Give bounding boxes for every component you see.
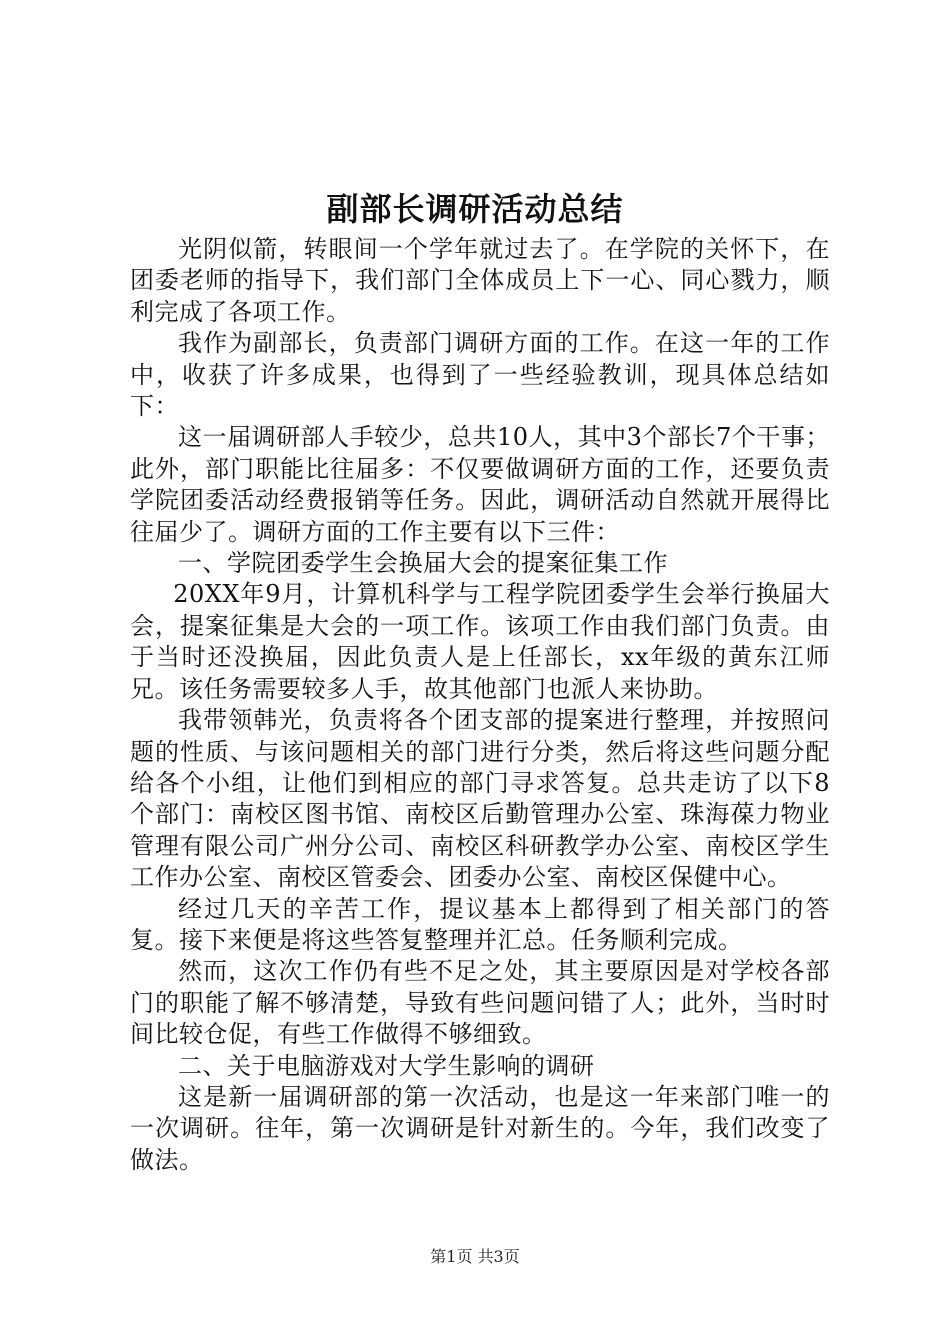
paragraph-intro: 光阴似箭，转眼间一个学年就过去了。在学院的关怀下，在团委老师的指导下，我们部门全体成员上下一心、同心戮力，顺利完成了各项工作。 [130, 235, 830, 326]
paragraph-proposal-process: 我带领韩光，负责将各个团支部的提案进行整理，并按照问题的性质、与该问题相关的部门进行分类，然后将这些问题分配给各个小组，让他们到相应的部门寻求答复。总共走访了以下8个部门：南校区图书馆、南校区后勤管理办公室、珠海葆力物业管理有限公司广州分公司、南校区科研教学办公室、南校区学生工作办公室、南校区管委会、团委办公室、南校区保健中心。 [130, 706, 830, 892]
paragraph-role: 我作为副部长，负责部门调研方面的工作。在这一年的工作中，收获了许多成果，也得到了一些经验教训，现具体总结如下： [130, 329, 830, 421]
section-heading-2: 二、关于电脑游戏对大学生影响的调研 [178, 1051, 595, 1080]
paragraph-department: 这一届调研部人手较少，总共10人，其中3个部长7个干事；此外，部门职能比往届多：不仅要做调研方面的工作，还要负责学院团委活动经费报销等任务。因此，调研活动自然就开展得比往届少了。调研方面的工作主要有以下三件： [130, 423, 830, 546]
page-footer: 第1页 共3页 [430, 1247, 520, 1266]
paragraph-proposal-collection: 20XX年9月，计算机科学与工程学院团委学生会举行换届大会，提案征集是大会的一项工作。该项工作由我们部门负责。由于当时还没换届，因此负责人是上任部长，xx年级的黄东江师兄。该任务需要较多人手，故其他部门也派人来协助。 [130, 580, 830, 703]
paragraph-proposal-shortcomings: 然而，这次工作仍有些不足之处，其主要原因是对学校各部门的职能了解不够清楚，导致有些问题问错了人；此外，当时时间比较仓促，有些工作做得不够细致。 [130, 957, 830, 1049]
section-heading-1: 一、学院团委学生会换届大会的提案征集工作 [178, 549, 668, 578]
paragraph-proposal-result: 经过几天的辛苦工作，提议基本上都得到了相关部门的答复。接下来便是将这些答复整理并汇总。任务顺利完成。 [130, 894, 830, 954]
document-body [130, 234, 830, 1176]
paragraph-game-survey: 这是新一届调研部的第一次活动，也是这一年来部门唯一的一次调研。往年，第一次调研是针对新生的。今年，我们改变了做法。 [130, 1082, 830, 1174]
document-title: 副部长调研活动总结 [326, 190, 624, 228]
